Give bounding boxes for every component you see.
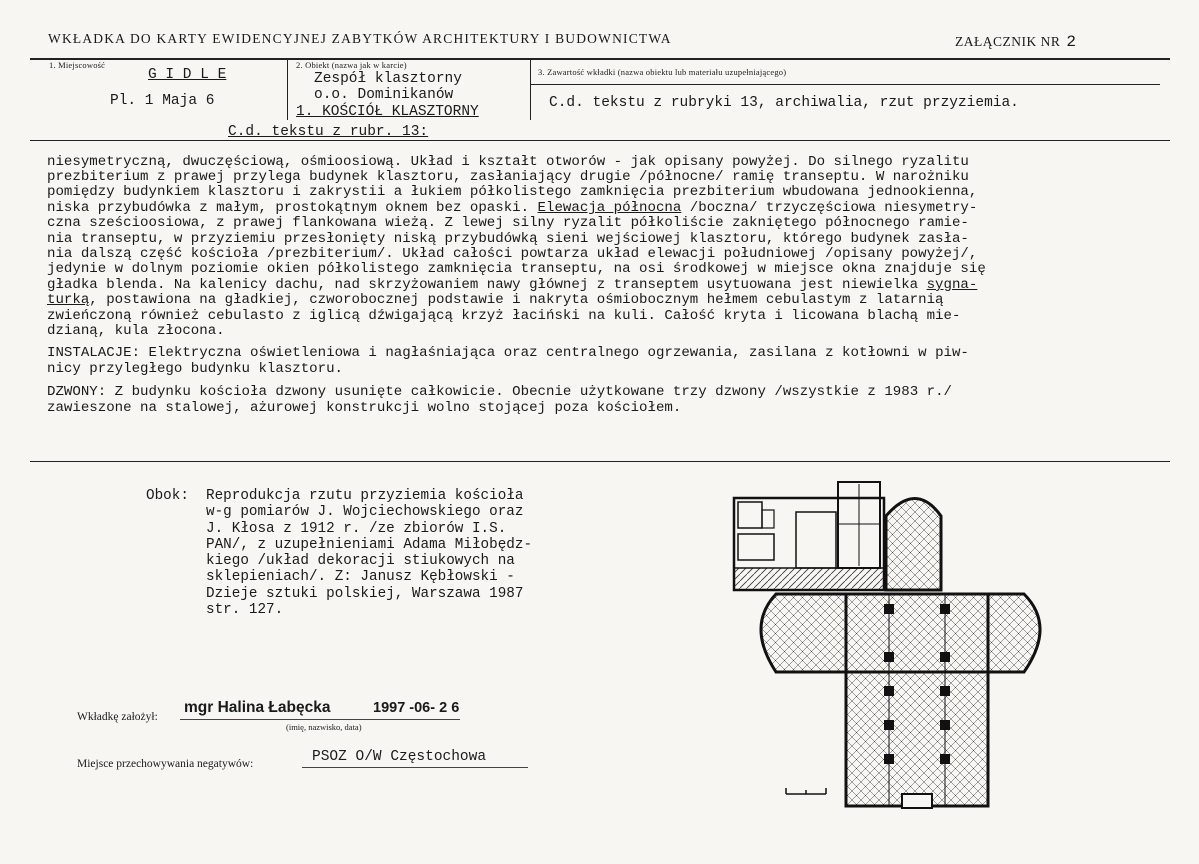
author-name: mgr Halina Łabęcka (184, 699, 331, 716)
floor-plan-drawing (726, 476, 1056, 816)
body-line-11: zwieńczoną również cebulasto z iglicą dźwigającą krzyż łaciński na kuli. Całość kryta i licowana blachą mie- (47, 308, 961, 324)
installations-text-1: Elektryczna oświetleniowa i nagłaśniająca oraz centralnego ogrzewania, zasilana z kotłowni w piw- (140, 345, 969, 361)
body-line-8: jedynie w dolnym poziomie okien półkolistego zamknięcia transeptu, na osi środkowej w miejsce okna znajduje się (47, 261, 986, 277)
field-2-line-3: 1. KOŚCIÓŁ KLASZTORNY (296, 104, 479, 120)
body-line-4 (47, 201, 1167, 216)
caption-line-4: PAN/, z uzupełnieniami Adama Miłobędz- (206, 536, 533, 553)
installations-line-2: nicy przyległego budynku klasztoru. (47, 361, 344, 377)
fields-rule (530, 84, 1160, 85)
bells-text-1: Z budynku kościoła dzwony usunięte całkowicie. Obecnie użytkowane trzy dzwony /wszystkie z 1983 r./ (106, 384, 952, 400)
attachment-number: 2 (1066, 33, 1077, 51)
caption-line-6: sklepieniach/. Z: Janusz Kębłowski - (206, 569, 515, 586)
caption-line-5: kiego /układ dekoracji stiukowych na (206, 553, 515, 570)
body-line-5: czna sześcioosiowa, z prawej flankowana wieżą. Z lewej silny ryzalit półkoliście zakniętego północnego ramie- (47, 215, 969, 231)
field-3-label: 3. Zawartość wkładki (nazwa obiektu lub materiału uzupełniającego) (538, 67, 787, 77)
field-divider-2 (530, 60, 531, 120)
field-2-line-1: Zespół klasztorny (314, 71, 462, 87)
card-title: WKŁADKA DO KARTY EWIDENCYJNEJ ZABYTKÓW ARCHITEKTURY I BUDOWNICTWA (48, 31, 672, 46)
caption-line-1: Reprodukcja rzutu przyziemia kościoła (206, 488, 524, 504)
bells-label: DZWONY: (47, 384, 107, 400)
signature-turret-term-b: turką (47, 292, 90, 308)
bells-line-1 (47, 385, 1167, 400)
field-1-address: Pl. 1 Maja 6 (110, 93, 215, 109)
negatives-location: PSOZ O/W Częstochowa (312, 749, 487, 765)
prepared-by-rule (180, 719, 460, 720)
bottom-section-rule (30, 461, 1170, 462)
prepared-by-label: Wkładkę założył: (77, 711, 158, 723)
prepared-by-hint: (imię, nazwisko, data) (286, 722, 362, 732)
field-2-line-2: o.o. Dominikanów (314, 87, 454, 103)
caption-line-8: str. 127. (206, 602, 284, 619)
body-line-10 (47, 293, 1167, 308)
installations-label: INSTALACJE: (47, 345, 141, 361)
field-1-label: 1. Miejscowość (49, 60, 106, 70)
prepared-date: 1997 -06- 2 6 (373, 700, 460, 716)
caption-text (206, 488, 532, 618)
caption-line-7: Dzieje sztuki polskiej, Warszawa 1987 (206, 585, 524, 602)
body-line-1: niesymetryczną, dwuczęściową, ośmioosiową. Układ i kształt otworów - jak opisany powyżej. Do silnego ryzalitu (47, 154, 969, 170)
installations-line-1 (47, 346, 1167, 361)
body-line-2: prezbiterium z prawej przylega budynek klasztoru, zasłaniający drugie /północne/ ramię transeptu. W narożniku (47, 169, 969, 185)
north-elevation-heading: Elewacja północna (537, 200, 682, 216)
body-line-4-rest: /boczna/ trzyczęściowa niesymetry- (681, 200, 978, 216)
caption-line-3: J. Kłosa z 1912 r. /ze zbiorów I.S. (206, 520, 507, 537)
attachment-label-text: ZAŁĄCZNIK NR (955, 34, 1061, 49)
caption-line-2: w-g pomiarów J. Wojciechowskiego oraz (206, 504, 524, 521)
body-line-9 (47, 278, 1167, 293)
field-2-label: 2. Obiekt (nazwa jak w karcie) (296, 60, 407, 70)
attachment-label (955, 33, 1076, 51)
signature-turret-term-a: sygna- (926, 277, 978, 293)
body-line-6: nia transeptu, w przyziemiu przesłonięty niską przybudówką sieni wejściowej klasztoru, którego budynek zasła- (47, 231, 969, 247)
body-line-10-rest: , postawiona na gładkiej, czworobocznej podstawie i nakryta ośmiobocznym hełmem cebulastym z latarnią (89, 292, 944, 308)
field-3-value: C.d. tekstu z rubryki 13, archiwalia, rzut przyziemia. (549, 95, 1019, 111)
body-line-12: dzianą, kula złocona. (47, 323, 225, 339)
body-line-7: nia dalszą część kościoła /prezbiterium/. Układ całości powtarza układ elewacji południowej /opisany powyżej/, (47, 246, 978, 262)
field-1-town: G I D L E (148, 67, 227, 83)
body-line-9-text: gładka blenda. Na kalenicy dachu, nad skrzyżowaniem nawy głównej z transeptem usytuowana jest niewielka (47, 277, 927, 293)
body-line-4-text: niska przybudówka z małym, prostokątnym oknem bez opaski. (47, 200, 538, 216)
caption-label: Obok: (146, 488, 189, 504)
header-rule (30, 58, 1170, 60)
body-line-3: pomiędzy budynkiem klasztoru i zakrystii a łukiem półkolistego zamknięcia prezbiterium wbudowana jednookienna, (47, 184, 978, 200)
bells-line-2: zawieszone na stalowej, ażurowej konstrukcji wolno stojącej poza kościołem. (47, 400, 682, 416)
floor-plan-svg (726, 476, 1056, 816)
section-rule (30, 140, 1170, 141)
negatives-label: Miejsce przechowywania negatywów: (77, 758, 254, 770)
field-divider-1 (287, 60, 288, 120)
continuation-heading: C.d. tekstu z rubr. 13: (228, 124, 429, 140)
negatives-rule (302, 767, 528, 768)
